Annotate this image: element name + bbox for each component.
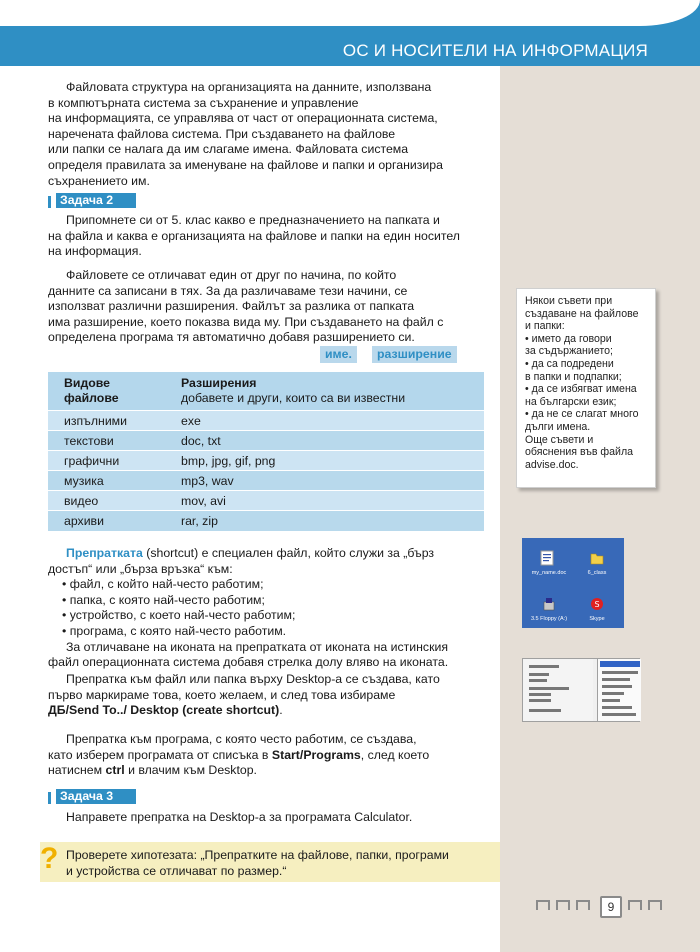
chapter-title: ОС И НОСИТЕЛИ НА ИНФОРМАЦИЯ bbox=[342, 41, 648, 60]
task-2-label: Задача 2 bbox=[48, 193, 488, 208]
skype-icon bbox=[590, 596, 604, 612]
page-number: 9 bbox=[600, 896, 622, 918]
hypothesis-box: ? Проверете хипотезата: „Препратките на файлове, папки, програми и устройства се отличават по размер.“ bbox=[40, 842, 500, 882]
header-band bbox=[0, 0, 700, 66]
floppy-drive-icon bbox=[542, 596, 556, 612]
table-header-row bbox=[48, 372, 484, 411]
sidebar-margin bbox=[500, 66, 700, 952]
formula-name: име. bbox=[320, 346, 357, 363]
task-2-text: Припомнете си от 5. клас какво е предназначението на папката и на файла и каква е организацията на файлове и папки на един носител на информация. bbox=[48, 213, 460, 259]
extensions-paragraph: Файловете се отличават един от друг по начина, по който данните са записани в тях. За да различаваме тези начини, се използват различни разширения. Файлът за разлика от папката има разширение, което показва вида му. При създаването на файл с определена програма тя автоматично добавя разширението си. bbox=[48, 268, 444, 345]
word-doc-icon bbox=[540, 550, 554, 566]
header-curve bbox=[0, 0, 700, 26]
table-row: графични bmp, jpg, gif, png bbox=[48, 451, 484, 471]
task-3-label: Задача 3 bbox=[48, 789, 488, 804]
desktop-screenshot: my_name.doc 6_class 3.5 Floppy (A:) S Skype bbox=[522, 538, 624, 628]
table-row: текстови doc, txt bbox=[48, 431, 484, 451]
folder-icon bbox=[590, 550, 604, 566]
table-row: архиви rar, zip bbox=[48, 511, 484, 531]
create-file-shortcut-paragraph: Препратка към файл или папка върху Desktop-а се създава, като първо маркираме това, което желаем, и след това избираме ДБ/Send To../ Desktop (create shortcut). bbox=[48, 672, 440, 718]
header-file-types: Видове файлове bbox=[48, 372, 165, 411]
svg-text:S: S bbox=[594, 600, 600, 609]
table-row: музика mp3, wav bbox=[48, 471, 484, 491]
shortcut-paragraph: Препратката (shortcut) е специален файл, който служи за „бърз достъп“ или „бърза връзка“ към: • файл, с който най-често работим; • папка, с която най-често работим; • устройство, с което най-често работим; • програма, с която най-често работим. За отличаване на иконата на препратката от иконата на истинския файл операционната система добавя стрелка долу вляво на иконата. bbox=[48, 546, 449, 670]
question-mark-icon: ? bbox=[40, 842, 59, 875]
page-number-bar bbox=[536, 896, 666, 918]
send-to-menu-screenshot bbox=[522, 658, 640, 722]
table-row: видео mov, avi bbox=[48, 491, 484, 511]
shortcut-term: Препратката bbox=[66, 546, 143, 560]
file-types-table bbox=[48, 372, 484, 531]
task-3-text: Направете препратка на Desktop-а за програмата Calculator. bbox=[66, 810, 413, 824]
intro-paragraph: Файловата структура на организацията на данните, използвана в компютърната система за съхранение и управление на информацията, се управлява от част от операционната система, наречената файлова система. При създаването на файлове или папки се налага да им слагаме имена. Файловата система определя правилата за именуване на файлове и папки и организира съхранението им. bbox=[48, 80, 443, 188]
create-program-shortcut-paragraph: Препратка към програма, с която често работим, се създава, като изберем програмата от списъка в Start/Programs, след което натиснем ctrl и влачим към Desktop. bbox=[48, 732, 430, 778]
name-extension-formula bbox=[320, 346, 458, 363]
formula-extension: разширение bbox=[372, 346, 457, 363]
header-extensions: Разширения добавете и други, които са ви известни bbox=[165, 372, 484, 411]
table-row: изпълними exe bbox=[48, 411, 484, 431]
tips-box: Някои съвети при създаване на файлове и папки: • името да говори за съдържанието; • да са подредени в папки и подпапки; • да се избягват имена на български език; • да не се слагат много дълги имена. Още съвети и обяснения във файла advise.doc. bbox=[516, 288, 656, 488]
